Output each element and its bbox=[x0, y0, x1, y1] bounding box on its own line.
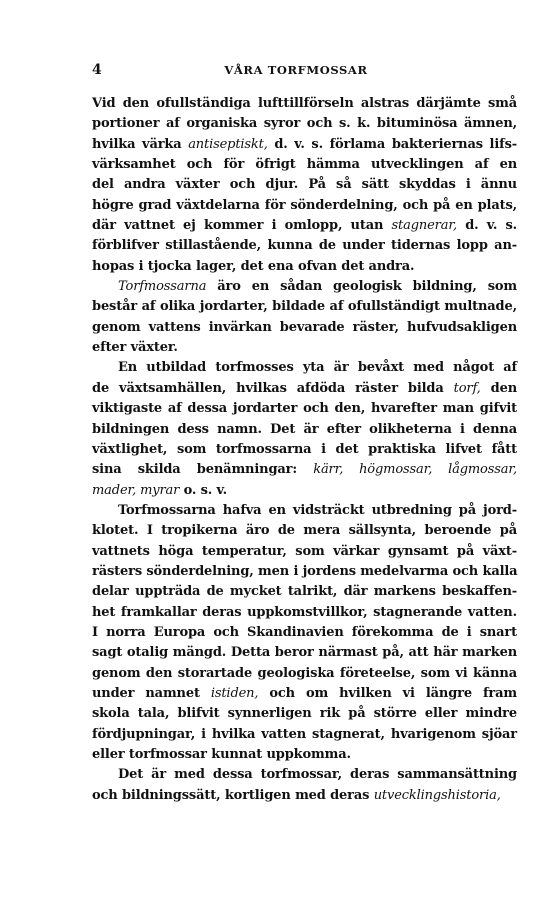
text-segment: hvilka värka bbox=[92, 136, 189, 152]
text-segment: genom vattens invärkan bevarade räster, hufvudsakligen bbox=[92, 319, 517, 335]
text-line bbox=[92, 542, 517, 562]
text-segment: sagt otalig mängd. Detta beror närmast på, att här marken bbox=[92, 645, 517, 661]
text-line bbox=[92, 603, 517, 623]
italic-term: torf, bbox=[453, 380, 481, 396]
text-line bbox=[92, 664, 517, 684]
text-segment: I norra Europa och Skandinavien förekomma de i snart bbox=[92, 624, 517, 640]
text-segment: de växtsamhällen, hvilkas afdöda räster bilda bbox=[92, 380, 454, 396]
text-line bbox=[92, 358, 517, 378]
text-segment: genom den storartade geologiska företeelse, som vi känna bbox=[92, 665, 517, 681]
text-line bbox=[92, 765, 517, 785]
text-segment: och bildningssätt, kortligen med deras bbox=[92, 787, 374, 803]
text-segment: klotet. I tropikerna äro de mera sällsynta, beroende på bbox=[92, 523, 517, 539]
italic-term: kärr, högmossar, lågmossar, bbox=[313, 462, 517, 478]
text-line bbox=[92, 440, 517, 460]
text-segment: o. s. v. bbox=[179, 482, 228, 498]
text-line bbox=[92, 175, 517, 195]
text-line bbox=[92, 94, 517, 114]
text-line bbox=[92, 379, 517, 399]
italic-term: utvecklingshistoria, bbox=[373, 787, 501, 803]
text-line bbox=[92, 257, 517, 277]
text-line bbox=[92, 460, 517, 480]
text-line bbox=[92, 623, 517, 643]
italic-term: stagnerar, bbox=[391, 218, 457, 234]
text-segment: efter växter. bbox=[92, 340, 178, 356]
text-segment: och om hvilken vi längre fram bbox=[258, 685, 517, 701]
text-line bbox=[92, 399, 517, 419]
text-line bbox=[92, 481, 517, 501]
text-segment: rästers sönderdelning, men i jordens medelvarma och kalla bbox=[92, 563, 518, 579]
text-line bbox=[92, 277, 517, 297]
text-segment: eller torfmossar kunnat uppkomma. bbox=[92, 747, 351, 762]
text-segment: delar uppträda de mycket talrikt, där markens beskaffen- bbox=[92, 584, 517, 600]
text-segment: består af olika jordarter, bildade af ofullständigt multnade, bbox=[92, 299, 517, 315]
text-segment: d. v. s. förlama bakteriernas lifs- bbox=[267, 136, 517, 152]
text-line bbox=[92, 114, 517, 134]
text-line bbox=[92, 704, 517, 724]
italic-term: Torfmossarna bbox=[118, 279, 207, 295]
page-header: VÅRA TORFMOSSAR bbox=[224, 63, 368, 77]
text-segment: sina skilda benämningar: bbox=[92, 462, 314, 478]
text-segment: skola tala, blifvit synnerligen rik på större eller mindre bbox=[92, 706, 517, 722]
text-segment: den bbox=[480, 380, 517, 396]
text-segment: vattnets höga temperatur, som värkar gynsamt på växt- bbox=[92, 543, 517, 559]
text-line bbox=[92, 338, 517, 358]
text-segment: äro en sådan geologisk bildning, som bbox=[206, 279, 517, 295]
text-segment: portioner af organiska syror och s. k. bituminösa ämnen, bbox=[92, 116, 517, 132]
text-line bbox=[92, 582, 517, 602]
text-line bbox=[92, 155, 517, 175]
text-segment: där vattnet ej kommer i omlopp, utan bbox=[92, 218, 392, 234]
body-text bbox=[92, 94, 517, 806]
text-line bbox=[92, 318, 517, 338]
page-number: 4 bbox=[92, 62, 102, 78]
text-line bbox=[92, 297, 517, 317]
text-segment: Vid den ofullständiga lufttillförseln alstras därjämte små bbox=[92, 96, 517, 111]
text-line bbox=[92, 135, 517, 155]
text-line bbox=[92, 684, 517, 704]
running-head bbox=[92, 62, 520, 82]
text-line bbox=[92, 745, 517, 765]
text-segment: värksamhet och för öfrigt hämma utvecklingen af en bbox=[92, 157, 517, 173]
text-segment: viktigaste af dessa jordarter och den, hvarefter man gifvit bbox=[92, 401, 517, 417]
text-segment: under namnet bbox=[92, 685, 211, 701]
text-line bbox=[92, 562, 517, 582]
text-segment: bildningen dess namn. Det är efter olikheterna i denna bbox=[92, 421, 517, 437]
text-line bbox=[92, 786, 517, 806]
text-line bbox=[92, 643, 517, 663]
text-line bbox=[92, 501, 517, 521]
text-line bbox=[92, 521, 517, 541]
text-line bbox=[92, 725, 517, 745]
text-segment: Torfmossarna hafva en vidsträckt utbredning på jord- bbox=[118, 502, 517, 518]
text-segment: högre grad växtdelarna för sönderdelning, och på en plats, bbox=[92, 197, 517, 213]
text-line bbox=[92, 236, 517, 256]
text-segment: hopas i tjocka lager, det ena ofvan det andra. bbox=[92, 258, 415, 274]
italic-term: mader, myrar bbox=[92, 482, 180, 498]
text-line bbox=[92, 216, 517, 236]
text-segment: växtlighet, som torfmossarna i det praktiska lifvet fått bbox=[92, 441, 517, 457]
text-segment: fördjupningar, i hvilka vatten stagnerat, hvarigenom sjöar bbox=[92, 726, 517, 742]
text-segment: Det är med dessa torfmossar, deras sammansättning bbox=[118, 767, 517, 783]
text-line bbox=[92, 196, 517, 216]
text-segment: d. v. s. bbox=[456, 218, 517, 234]
italic-term: istiden, bbox=[210, 685, 259, 701]
text-line bbox=[92, 420, 517, 440]
text-segment: del andra växter och djur. På så sätt skyddas i ännu bbox=[92, 177, 517, 193]
italic-term: antiseptiskt, bbox=[188, 136, 268, 152]
text-segment: En utbildad torfmosses yta är bevåxt med något af bbox=[118, 360, 517, 376]
text-segment: het framkallar deras uppkomstvillkor, stagnerande vatten. bbox=[92, 604, 517, 620]
text-segment: förblifver stillastående, kunna de under tidernas lopp an- bbox=[92, 238, 517, 254]
